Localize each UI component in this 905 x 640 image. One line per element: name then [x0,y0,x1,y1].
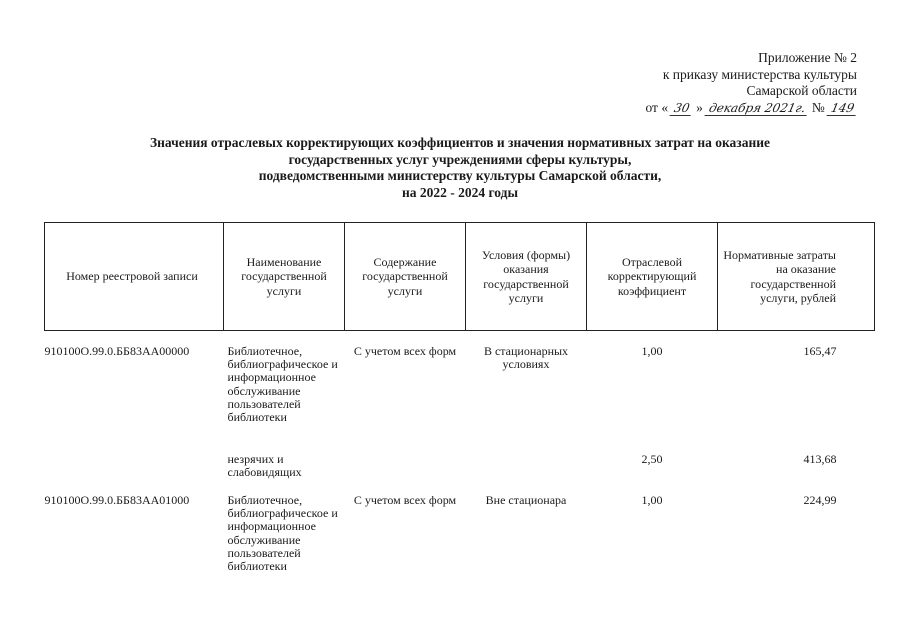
header-normative-cost: Нормативные затраты на оказание государственной услуги, рублей [718,223,875,331]
order-day: 30 [670,102,694,116]
cell-coefficient: 1,00 [641,344,663,358]
title-line-4: на 2022 - 2024 годы [401,184,519,200]
cell-registry [45,453,224,494]
table-row [45,494,875,573]
cell-service-content: С учетом всех форм [353,344,457,358]
cell-normative-cost: 165,47 [803,344,837,358]
table-header-row [45,223,875,331]
cell-service-content [345,453,466,494]
appendix-region: Самарской области [746,83,857,98]
order-prefix: от « [645,99,669,115]
header-registry-number: Номер реестровой записи [45,223,224,331]
appendix-order-ref: к приказу министерства культуры [662,66,857,82]
cell-service-name: Библиотечное, библиографическое и информационное обслуживание пользователей библиотеки [227,493,338,574]
title-line-1: Значения отраслевых корректирующих коэффициентов и значения нормативных затрат на оказание [149,135,771,150]
cell-registry: 910100О.99.0.ББ83АА00000 [44,344,190,358]
order-date-line [645,100,857,117]
coefficients-table [44,222,875,573]
cell-normative-cost: 413,68 [803,452,837,466]
cell-coefficient: 2,50 [641,452,663,466]
cell-coefficient: 1,00 [641,493,663,507]
cell-service-conditions [466,453,587,494]
header-service-content: Содержание государственной услуги [345,223,466,331]
table-spacer [45,331,875,346]
appendix-number: Приложение № 2 [758,50,857,65]
order-mid: » [696,99,703,115]
order-number: 149 [827,102,859,116]
cell-service-content: С учетом всех форм [353,493,457,507]
cell-service-conditions: Вне стационара [485,493,567,507]
appendix-block [645,50,857,116]
title-line-2: государственных услуг учреждениями сферы культуры, [288,151,632,167]
header-service-conditions: Условия (формы) оказания государственной услуги [466,223,587,331]
cell-registry: 910100О.99.0.ББ83АА01000 [44,493,190,507]
order-number-label: № [811,99,825,115]
cell-service-conditions: В стационарных условиях [483,344,569,372]
header-coefficient: Отраслевой корректирующий коэффициент [587,223,718,331]
document-title [90,135,830,201]
cell-normative-cost: 224,99 [803,493,837,507]
cell-service-name: незрячих и слабовидящих [227,452,302,480]
order-month-year: декабря 2021г. [705,102,810,116]
header-service-name: Наименование государственной услуги [224,223,345,331]
table-row [45,345,875,453]
table-row [45,453,875,494]
cell-service-name: Библиотечное, библиографическое и информационное обслуживание пользователей библиотеки [227,344,338,425]
title-line-3: подведомственными министерству культуры Самарской области, [258,168,662,183]
